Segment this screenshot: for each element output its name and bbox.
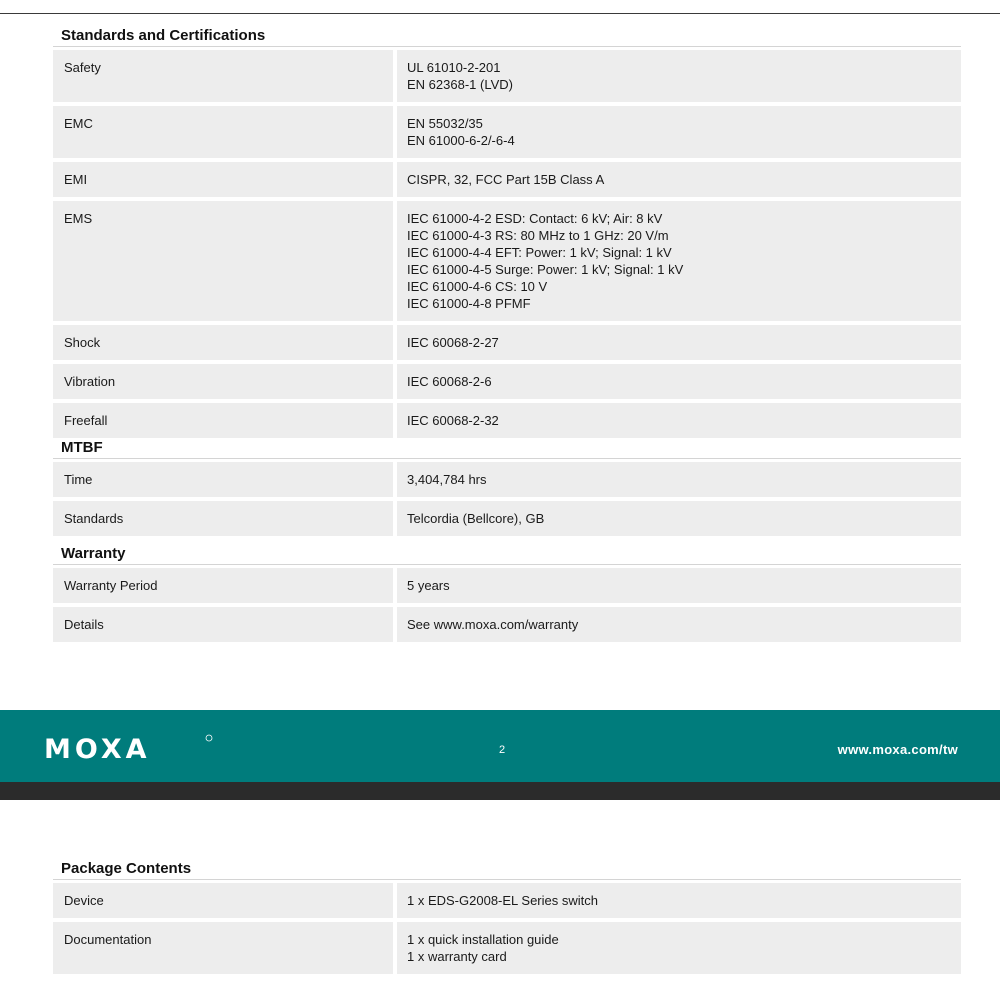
section-mtbf — [53, 437, 961, 540]
spec-value-line: IEC 61000-4-2 ESD: Contact: 6 kV; Air: 8 kV — [407, 211, 663, 226]
spec-value-line: IEC 61000-4-5 Surge: Power: 1 kV; Signal: 1 kV — [407, 262, 684, 277]
spec-value-line: IEC 60068-2-6 — [407, 374, 492, 389]
spec-row — [53, 162, 961, 197]
spec-label: Freefall — [64, 413, 108, 428]
page-footer — [0, 710, 1000, 782]
spec-value — [397, 364, 961, 399]
spec-value-line: Telcordia (Bellcore), GB — [407, 511, 545, 526]
spec-value-line: IEC 61000-4-6 CS: 10 V — [407, 279, 548, 294]
section-standards — [53, 25, 961, 442]
spec-row — [53, 403, 961, 438]
spec-value-line: UL 61010-2-201 — [407, 60, 501, 75]
spec-row — [53, 462, 961, 497]
spec-value-line: EN 55032/35 — [407, 116, 483, 131]
spec-value-line: CISPR, 32, FCC Part 15B Class A — [407, 172, 605, 187]
moxa-logo: MOXA — [44, 734, 151, 765]
spec-label: Documentation — [64, 932, 152, 947]
spec-label: EMS — [64, 211, 93, 226]
spec-label: Warranty Period — [64, 578, 158, 593]
section-title: MTBF — [53, 437, 961, 459]
spec-label: Device — [64, 893, 104, 908]
spec-label: EMC — [64, 116, 93, 131]
spec-value — [397, 201, 961, 321]
spec-value-line: See www.moxa.com/warranty — [407, 617, 579, 632]
spec-value — [397, 568, 961, 603]
spec-label: Vibration — [64, 374, 116, 389]
spec-row — [53, 922, 961, 974]
spec-row — [53, 201, 961, 321]
section-package-contents — [53, 858, 961, 978]
spec-row — [53, 501, 961, 536]
spec-value — [397, 462, 961, 497]
spec-row — [53, 883, 961, 918]
spec-value-line: 3,404,784 hrs — [407, 472, 487, 487]
website-url: www.moxa.com/tw — [837, 742, 958, 757]
section-title: Warranty — [53, 543, 961, 565]
spec-row — [53, 106, 961, 158]
spec-value-line: EN 62368-1 (LVD) — [407, 77, 513, 92]
spec-value — [397, 403, 961, 438]
spec-label: Safety — [64, 60, 101, 75]
section-warranty — [53, 543, 961, 646]
spec-value-line: 1 x EDS-G2008-EL Series switch — [407, 893, 598, 908]
spec-value — [397, 106, 961, 158]
spec-value-line: IEC 61000-4-3 RS: 80 MHz to 1 GHz: 20 V/m — [407, 228, 669, 243]
spec-value — [397, 325, 961, 360]
spec-label: Time — [64, 472, 93, 487]
section-title: Package Contents — [53, 858, 961, 880]
footer-shadow — [0, 782, 1000, 800]
section-title: Standards and Certifications — [53, 25, 961, 47]
spec-row — [53, 607, 961, 642]
page-number: 2 — [498, 744, 506, 756]
spec-row — [53, 568, 961, 603]
spec-value-line: 5 years — [407, 578, 450, 593]
spec-value — [397, 50, 961, 102]
spec-value-line: 1 x quick installation guide — [407, 932, 559, 947]
spec-value-line: 1 x warranty card — [407, 949, 507, 964]
spec-row — [53, 364, 961, 399]
spec-row — [53, 325, 961, 360]
spec-label: Standards — [64, 511, 124, 526]
spec-label: EMI — [64, 172, 88, 187]
spec-value-line: IEC 61000-4-4 EFT: Power: 1 kV; Signal: 1 kV — [407, 245, 672, 260]
spec-label: Details — [64, 617, 104, 632]
spec-value-line: IEC 61000-4-8 PFMF — [407, 296, 531, 311]
spec-value — [397, 883, 961, 918]
spec-label: Shock — [64, 335, 101, 350]
spec-value — [397, 501, 961, 536]
spec-value — [397, 922, 961, 974]
logo-mark-icon — [205, 734, 213, 742]
spec-value-line: EN 61000-6-2/-6-4 — [407, 133, 515, 148]
spec-value-line: IEC 60068-2-32 — [407, 413, 499, 428]
spec-value — [397, 162, 961, 197]
spec-value — [397, 607, 961, 642]
spec-value-line: IEC 60068-2-27 — [407, 335, 499, 350]
spec-row — [53, 50, 961, 102]
top-rule — [0, 13, 1000, 14]
